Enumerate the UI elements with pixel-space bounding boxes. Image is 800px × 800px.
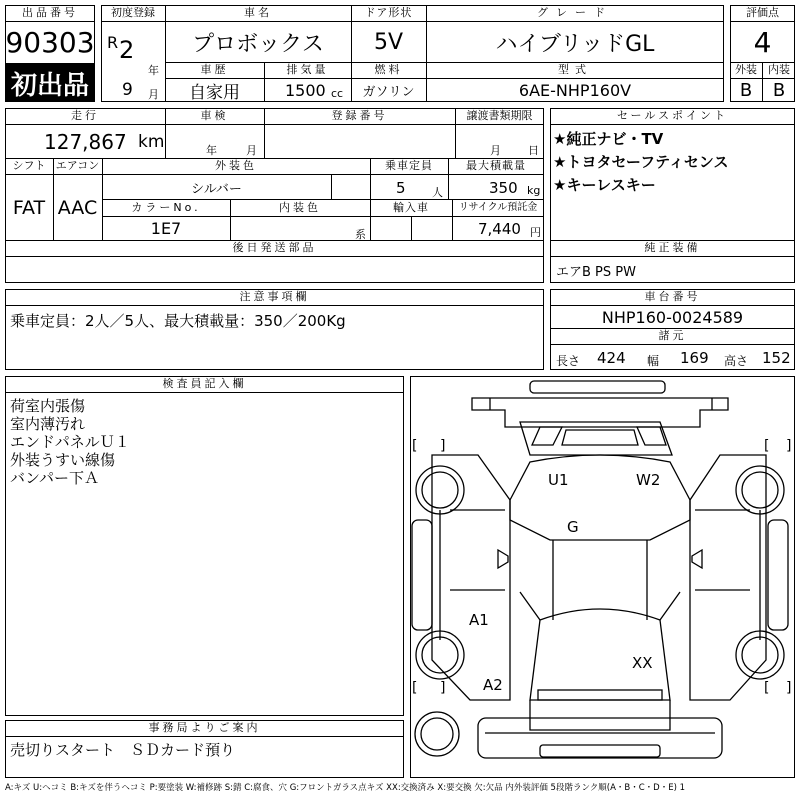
width-label: 幅 xyxy=(647,354,660,368)
inspection-header: 車検 xyxy=(200,109,229,122)
transfer-month-unit: 月 xyxy=(490,144,501,157)
history: 自家用 xyxy=(189,83,240,103)
door-type: 5V xyxy=(373,29,404,55)
inspector-header: 検査員記入欄 xyxy=(162,377,247,390)
displacement-header: 排気量 xyxy=(286,63,329,76)
capacity-header: 乗車定員 xyxy=(385,159,433,172)
exterior-color-header: 外装色 xyxy=(215,159,257,172)
office-note: 売切りスタート ＳＤカード預り xyxy=(10,741,236,759)
sales-point-3: ★キーレスキー xyxy=(553,176,656,194)
capacity-unit: 人 xyxy=(432,186,443,199)
registration-month: 9 xyxy=(122,80,133,100)
notes-header: 注意事項欄 xyxy=(239,290,310,303)
damage-mark-u1: U1 xyxy=(548,471,569,489)
lot-number: 90303 xyxy=(5,26,95,59)
genuine-equipment: エアB PS PW xyxy=(556,265,636,280)
notes: 乗車定員：2人／5人、最大積載量：350／200Kg xyxy=(10,312,346,330)
exterior-grade: B xyxy=(739,80,753,101)
diagram-bracket-right-top: [ xyxy=(764,438,770,454)
score: 4 xyxy=(753,25,772,59)
registration-year: 2 xyxy=(119,36,135,64)
exterior-grade-header: 外装 xyxy=(735,63,757,76)
diagram-bracket-left-bottom-close: ] xyxy=(440,680,446,696)
registration-month-unit: 月 xyxy=(148,88,159,101)
aircon: AAC xyxy=(57,196,98,219)
height-label: 高さ xyxy=(724,354,749,368)
inspector-line-2: 室内薄汚れ xyxy=(10,415,86,433)
transfer-deadline-header: 譲渡書類期限 xyxy=(466,109,533,122)
car-name: プロボックス xyxy=(192,31,324,57)
diagram-bracket-left-top-close: ] xyxy=(440,438,446,454)
interior-color-header: 内装色 xyxy=(279,201,321,214)
inspector-line-4: 外装うすい線傷 xyxy=(10,451,116,469)
later-parts-header: 後日発送部品 xyxy=(232,241,317,254)
inspector-line-3: エンドパネルＵ１ xyxy=(10,433,130,451)
transfer-day-unit: 日 xyxy=(528,144,539,157)
damage-mark-xx: XX xyxy=(632,654,653,672)
first-listing-label: 初出品 xyxy=(10,70,89,101)
lot-header xyxy=(5,5,95,22)
import-header: 輸入車 xyxy=(393,201,429,214)
height: 152 xyxy=(762,349,791,367)
history-header: 車歴 xyxy=(200,63,229,76)
recycle-unit: 円 xyxy=(530,226,541,239)
capacity: 5 xyxy=(396,179,406,197)
car-diagram xyxy=(410,376,795,778)
inspector-line-1: 荷室内張傷 xyxy=(10,397,86,415)
recycle: 7,440 xyxy=(478,220,521,238)
damage-mark-a1: A1 xyxy=(469,611,489,629)
sales-point-1: ★純正ナビ・TV xyxy=(553,130,664,148)
grade: ハイブリッドGL xyxy=(495,31,655,57)
damage-mark-a2: A2 xyxy=(483,676,503,694)
diagram-bracket-right-bottom-close: ] xyxy=(786,680,792,696)
car-name-header: 車名 xyxy=(244,6,272,19)
max-load-header: 最大積載量 xyxy=(466,159,526,172)
length: 424 xyxy=(597,349,626,367)
damage-mark-g: G xyxy=(567,518,579,536)
inspection-year-unit: 年 xyxy=(206,144,217,157)
inspector-line-5: バンパー下Ａ xyxy=(10,469,99,487)
diagram-bracket-right-top-close: ] xyxy=(786,438,792,454)
office-header: 事務局よりご案内 xyxy=(148,721,261,734)
interior-color-suffix: 系 xyxy=(355,228,366,241)
plate-header: 登録番号 xyxy=(331,109,388,122)
color-no-header: カラーNo. xyxy=(131,201,201,214)
door-header: ドア形状 xyxy=(364,6,413,19)
max-load: 350 xyxy=(489,179,518,197)
displacement-unit: cc xyxy=(331,87,344,100)
registration-era: R xyxy=(107,33,119,52)
model: 6AE-NHP160V xyxy=(518,81,632,100)
registration-year-unit: 年 xyxy=(148,64,159,77)
length-label: 長さ xyxy=(556,354,581,368)
interior-grade-header: 内装 xyxy=(768,63,790,76)
legend: A:キズ U:ヘコミ B:キズを伴うヘコミ P:要塗装 W:補修跡 S:錆 C:腐食、穴 G:フロントガラス点キズ XX:交換済み X:要交換 欠:欠品 内外装評価 5段階ランク順(A・B・C・D・E) 1 xyxy=(5,783,686,793)
model-header: 型式 xyxy=(558,63,592,76)
width: 169 xyxy=(680,349,709,367)
first-listing-badge xyxy=(5,64,95,102)
recycle-header: リサイクル預託金 xyxy=(458,202,538,213)
dims-header: 諸元 xyxy=(658,329,687,342)
chassis-number: NHP160-0024589 xyxy=(601,307,744,327)
grade-header: グレード xyxy=(537,6,613,19)
shift-header: シフト xyxy=(12,159,46,172)
diagram-bracket-right-bottom: [ xyxy=(764,680,770,696)
lot-number-cell xyxy=(5,21,95,64)
chassis-header: 車台番号 xyxy=(644,290,701,303)
mileage: 127,867 xyxy=(44,130,127,154)
fuel: ガソリン xyxy=(362,85,415,100)
shift: FAT xyxy=(12,196,46,219)
aircon-header: エアコン xyxy=(55,159,100,172)
diagram-bracket-left-bottom: [ xyxy=(412,680,418,696)
damage-mark-w2: W2 xyxy=(636,471,661,489)
inspection-month-unit: 月 xyxy=(246,144,257,157)
fuel-header: 燃料 xyxy=(374,63,403,76)
max-load-unit: kg xyxy=(527,184,541,197)
sales-points-header: セールスポイント xyxy=(616,109,728,122)
score-header: 評価点 xyxy=(746,6,779,19)
color-no: 1E7 xyxy=(150,219,182,238)
displacement: 1500 xyxy=(285,81,326,100)
mileage-header: 走行 xyxy=(71,109,99,122)
lot-header-label: 出品番号 xyxy=(22,6,78,19)
mileage-unit: km xyxy=(138,132,165,152)
interior-grade: B xyxy=(772,80,786,101)
sales-point-2: ★トヨタセーフティセンス xyxy=(553,153,729,171)
exterior-color: シルバー xyxy=(191,181,242,197)
genuine-header: 純正装備 xyxy=(644,241,701,254)
registration-header: 初度登録 xyxy=(111,6,155,19)
diagram-bracket-left-top: [ xyxy=(412,438,418,454)
